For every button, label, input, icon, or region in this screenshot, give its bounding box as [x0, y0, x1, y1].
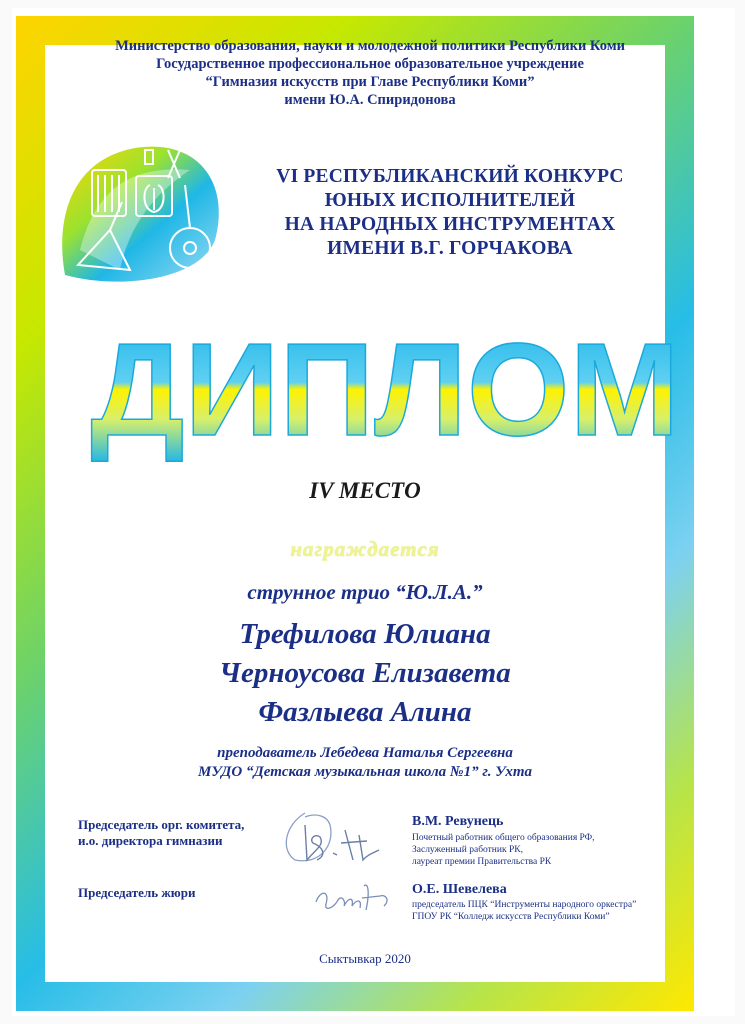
chair-org-title-2: и.о. директора гимназии	[78, 833, 223, 848]
contest-title-line-2: ЮНЫХ ИСПОЛНИТЕЛЕЙ	[324, 190, 576, 211]
awarded-label: награждается	[290, 537, 440, 561]
chair-org-title-1: Председатель орг. комитета,	[78, 817, 245, 832]
chair-org-desc-2: Заслуженный работник РК,	[412, 845, 523, 855]
signature-1-icon	[275, 805, 395, 870]
named-after-line: имени Ю.А. Спиридонова	[284, 92, 456, 108]
signature-2-icon	[308, 872, 408, 920]
chair-jury-title: Председатель жюри	[78, 885, 196, 900]
city-year: Сыктывкар 2020	[319, 951, 411, 966]
chair-jury-desc-2: ГПОУ РК “Колледж искусств Республики Коми”	[412, 912, 610, 922]
chair-jury-name: О.Е. Шевелева	[412, 882, 507, 897]
chair-org-desc-3: лауреат премии Правительства РК	[412, 857, 552, 867]
folk-instruments-logo-icon	[50, 130, 235, 290]
diploma-title-text: ДИПЛОМ	[90, 316, 680, 463]
contest-title-line-4: ИМЕНИ В.Г. ГОРЧАКОВА	[327, 238, 573, 259]
recipient-name-2: Черноусова Елизавета	[219, 657, 511, 689]
teacher-line: преподаватель Лебедева Наталья Сергеевна	[217, 745, 513, 761]
gymnasium-line: “Гимназия искусств при Главе Республики Коми”	[205, 74, 535, 90]
chair-org-name: В.М. Ревунець	[412, 814, 504, 829]
ministry-line: Министерство образования, науки и молодежной политики Республики Коми	[115, 38, 625, 54]
chair-jury-desc-1: председатель ПЦК “Инструменты народного оркестра”	[412, 900, 637, 910]
institution-line: Государственное профессиональное образовательное учреждение	[156, 56, 584, 72]
contest-title-line-3: НА НАРОДНЫХ ИНСТРУМЕНТАХ	[284, 214, 616, 235]
recipient-name-1: Трефилова Юлиана	[239, 618, 491, 650]
school-line: МУДО “Детская музыкальная школа №1” г. Ухта	[197, 764, 532, 780]
chair-org-desc-1: Почетный работник общего образования РФ,	[412, 833, 595, 843]
contest-title-line-1: VI РЕСПУБЛИКАНСКИЙ КОНКУРС	[276, 166, 624, 187]
place-label: IV МЕСТО	[309, 478, 421, 503]
diploma-title	[90, 316, 680, 463]
recipient-name-3: Фазлыева Алина	[258, 696, 472, 728]
ensemble-name: струнное трио “Ю.Л.А.”	[247, 580, 483, 604]
